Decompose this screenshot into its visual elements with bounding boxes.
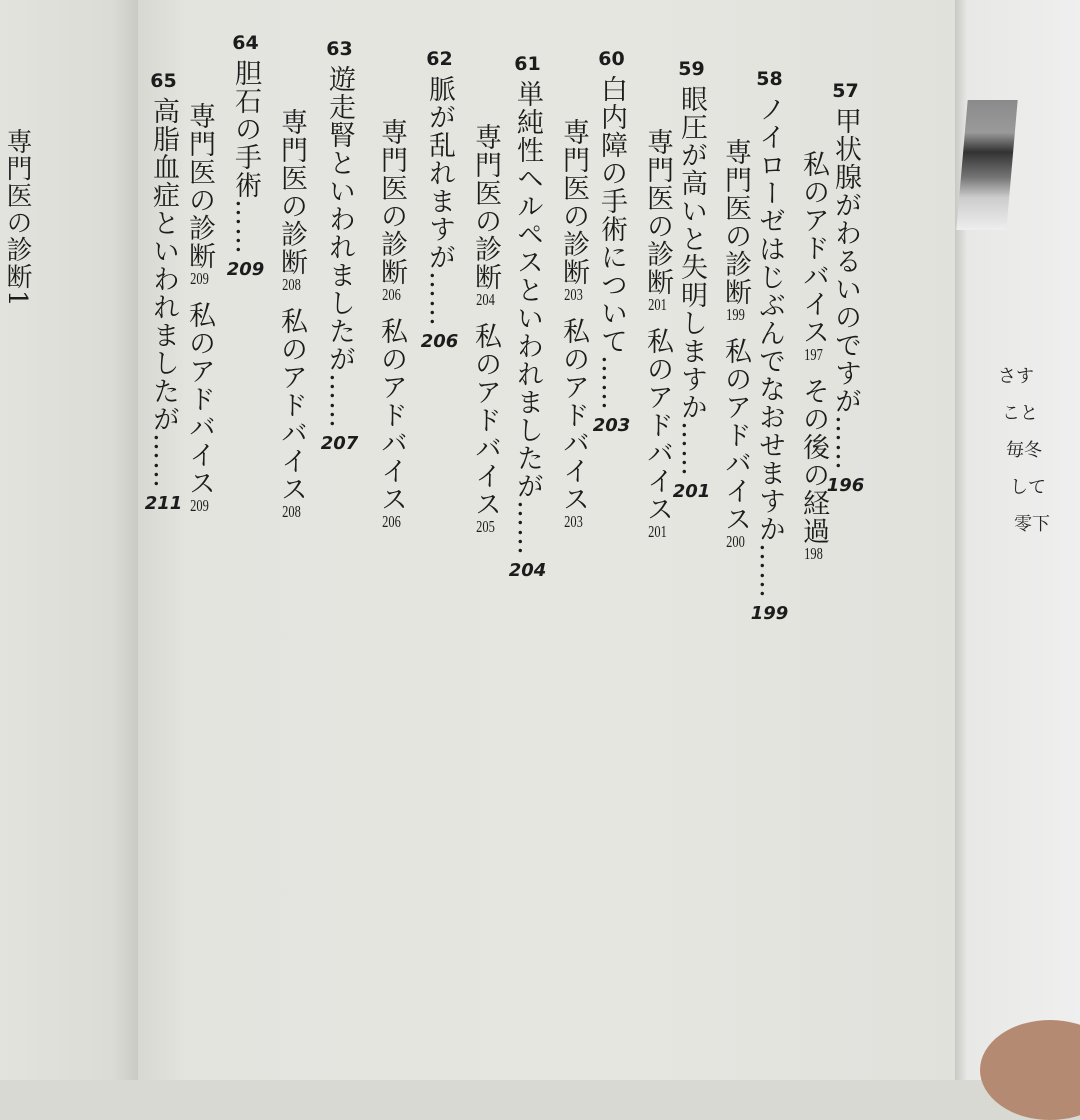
entry-page: 201 [672,481,711,502]
subsection-label: 私のアドバイス [558,317,589,513]
entry-number: 57 [832,80,859,102]
entry-title[interactable]: 脈が乱れますが…… [424,75,455,327]
entry-subsections [644,128,671,540]
subsection-page: 204 [476,291,495,308]
entry-number: 64 [232,32,259,54]
entry-number: 65 [150,70,177,92]
toc-entry [828,82,863,495]
entry-subsections [722,138,749,550]
entry-subsections [378,118,405,530]
subsection-label: 専門医の診断 [558,118,589,286]
entry-number: 61 [514,53,541,75]
entry-page: 209 [226,259,265,280]
entry-title[interactable]: ノイローゼはじぶんでなおせますか…… [754,95,785,599]
entry-page: 207 [320,433,359,454]
subsection-label: 専門医の診断 [642,128,673,296]
toc-entry [322,40,357,453]
subsection-page: 209 [190,497,209,514]
subsection-page: 197 [804,346,823,363]
subsection-label: 私のアドバイス [798,150,829,346]
subsection-label: 私のアドバイス [276,307,307,503]
subsection-label: 私のアドバイス [184,301,215,497]
entry-number: 60 [598,48,625,70]
right-page-line: さす [998,366,1034,387]
entry-title[interactable]: 胆石の手術…… [230,59,261,255]
toc-entry [146,72,181,513]
subsection-page: 198 [804,545,823,562]
subsection-label: 私のアドバイス [376,317,407,513]
entry-subsections [472,123,499,535]
right-page-line: 毎冬 [1006,440,1042,461]
toc-entry [594,50,629,435]
entry-number: 62 [426,48,453,70]
entry-page: 206 [420,331,459,352]
entry-number: 58 [756,68,783,90]
toc-entry [422,50,457,351]
subsection-page: 206 [382,513,401,530]
entry-subsections [278,108,305,520]
subsection-label: 私のアドバイス [470,322,501,518]
entry-page: 204 [508,560,547,581]
subsection-label: 専門医の診断 [376,118,407,286]
entry-page: 196 [826,475,865,496]
subsection-page: 201 [648,523,667,540]
subsection-page: 205 [476,518,495,535]
toc-entry [674,60,709,501]
subsection-page: 208 [282,276,301,293]
entry-title[interactable]: 白内障の手術について…… [596,75,627,411]
subsection-page: 201 [648,296,667,313]
right-page-line: こと [1002,403,1038,424]
subsection-label: 私のアドバイス [642,327,673,523]
entry-title[interactable]: 高脂血症といわれましたが…… [148,97,179,489]
left-page-heading: 専門医の診断1 [2,128,32,308]
subsection-label: 専門医の診断 [470,123,501,291]
entry-page: 211 [144,493,183,514]
subsection-page: 206 [382,286,401,303]
entry-page: 199 [750,603,789,624]
entry-title[interactable]: 眼圧が高いと失明しますか…… [676,85,707,477]
entry-title[interactable]: 単純性ヘルペスといわれましたが…… [512,80,543,556]
subsection-label: 私のアドバイス [720,337,751,533]
entry-number: 63 [326,38,353,60]
entry-subsections [186,102,213,514]
subsection-page: 199 [726,306,745,323]
subsection-label: 専門医の診断 [720,138,751,306]
subsection-page: 203 [564,286,583,303]
entry-title[interactable]: 甲状腺がわるいのですが…… [830,107,861,471]
entry-subsections [800,150,827,562]
subsection-label: 専門医の診断 [184,102,215,270]
subsection-label: その後の経過 [798,377,829,545]
toc-entry [510,55,545,580]
entry-number: 59 [678,58,705,80]
toc-entry [228,34,263,279]
entry-subsections [560,118,587,530]
subsection-page: 208 [282,503,301,520]
subsection-label: 専門医の診断 [276,108,307,276]
subsection-page: 209 [190,270,209,287]
entry-page: 203 [592,415,631,436]
right-page-line: して [1010,477,1046,498]
toc-entry [752,70,787,623]
right-page-line: 零下 [1014,514,1050,535]
subsection-page: 203 [564,513,583,530]
entry-title[interactable]: 遊走腎といわれましたが…… [324,65,355,429]
subsection-page: 200 [726,533,745,550]
left-page [0,0,140,1080]
